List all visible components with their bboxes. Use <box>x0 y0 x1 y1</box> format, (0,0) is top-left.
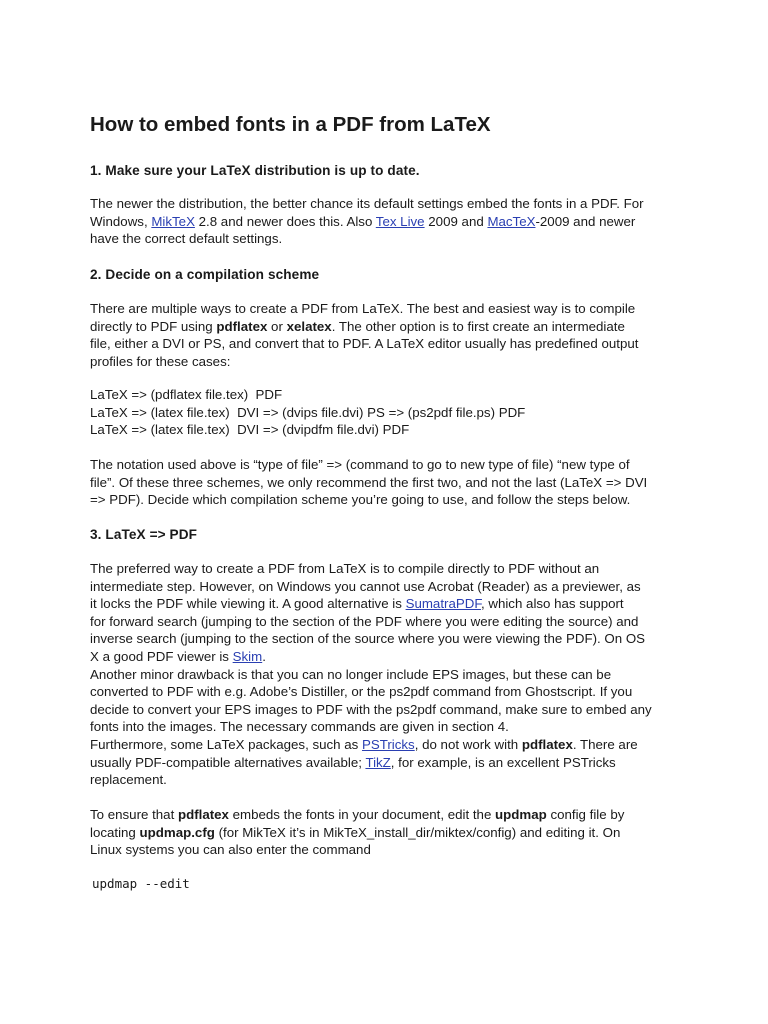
skim-link[interactable]: Skim <box>232 648 263 664</box>
updmap-term: updmap <box>495 807 547 822</box>
compilation-schemes-list <box>90 386 680 439</box>
code-snippet: updmap --edit <box>92 876 190 891</box>
section-3-paragraph-1: The preferred way to create a PDF from LaTeX is to compile directly to PDF without an intermediate step. However, on Windows you cannot use Acrobat (Reader) as a previewer, as it locks the PDF while viewing it. A good alternative is SumatraPDF, which also has support for forward search (jumping to the section of the PDF where you were editing the source) and inverse search (jumping to the section of the source where you were viewing the PDF). On OS X a good PDF viewer is Skim. Another minor drawback is that you can no longer include EPS images, but these can be converted to PDF with e.g. Adobe’s Distiller, or the ps2pdf command from Ghostscript. If you decide to convert your EPS images to PDF with the ps2pdf command, make sure to embed any fonts into the images. The necessary commands are given in section 4. Furthermore, some LaTeX packages, such as PSTricks, do not work with pdflatex. There are usually PDF-compatible alternatives available; TikZ, for example, is an excellent PSTricks replacement. <box>90 561 652 788</box>
section-1-paragraph: The newer the distribution, the better chance its default settings embed the fonts in a PDF. For Windows, MikTeX 2.8 and newer does this. Also Tex Live 2009 and MacTeX-2009 and newer have the correct default settings. <box>90 196 644 247</box>
tex-live-link[interactable]: Tex Live <box>375 213 425 229</box>
sumatrapdf-link[interactable]: SumatraPDF <box>405 596 481 612</box>
section-1-heading: 1. Make sure your LaTeX distribution is up to date. <box>90 163 420 178</box>
tikz-link[interactable]: TikZ <box>365 754 391 770</box>
scheme-3: LaTeX => (latex file.tex) DVI => (dvipdfm file.dvi) PDF <box>90 422 410 438</box>
section-3-heading: 3. LaTeX => PDF <box>90 527 198 542</box>
page-title: How to embed fonts in a PDF from LaTeX <box>90 113 491 136</box>
pstricks-link[interactable]: PSTricks <box>361 736 415 752</box>
section-2-paragraph-2: The notation used above is “type of file” => (command to go to new type of file) “new type of file”. Of these three schemes, we only recommend the first two, and not the last (LaTeX => DVI => PDF). Decide which compilation scheme you’re going to use, and follow the steps below. <box>90 457 648 508</box>
pdflatex-term: pdflatex <box>521 736 573 752</box>
xelatex-term: xelatex <box>286 318 332 334</box>
pdflatex-term: pdflatex <box>177 807 229 822</box>
section-3-paragraph-2: To ensure that pdflatex embeds the fonts in your document, edit the updmap config file by locating updmap.cfg (for MikTeX it’s in MikTeX_install_dir/miktex/config) and editing it. On Linux systems you can also enter the command <box>90 807 625 858</box>
pdflatex-term: pdflatex <box>216 318 268 334</box>
miktex-link[interactable]: MikTeX <box>151 213 195 229</box>
scheme-1: LaTeX => (pdflatex file.tex) PDF <box>90 387 283 402</box>
section-2-heading: 2. Decide on a compilation scheme <box>90 267 320 282</box>
mactex-link[interactable]: MacTeX <box>487 213 536 229</box>
updmap-cfg-term: updmap.cfg <box>139 824 215 840</box>
scheme-2: LaTeX => (latex file.tex) DVI => (dvips file.dvi) PS => (ps2pdf file.ps) PDF <box>90 404 526 420</box>
section-2-paragraph-1: There are multiple ways to create a PDF from LaTeX. The best and easiest way is to compile directly to PDF using pdflatex or xelatex. The other option is to first create an intermediate file, either a DVI or PS, and convert that to PDF. A LaTeX editor usually has predefined output profiles for these cases: <box>90 301 639 369</box>
